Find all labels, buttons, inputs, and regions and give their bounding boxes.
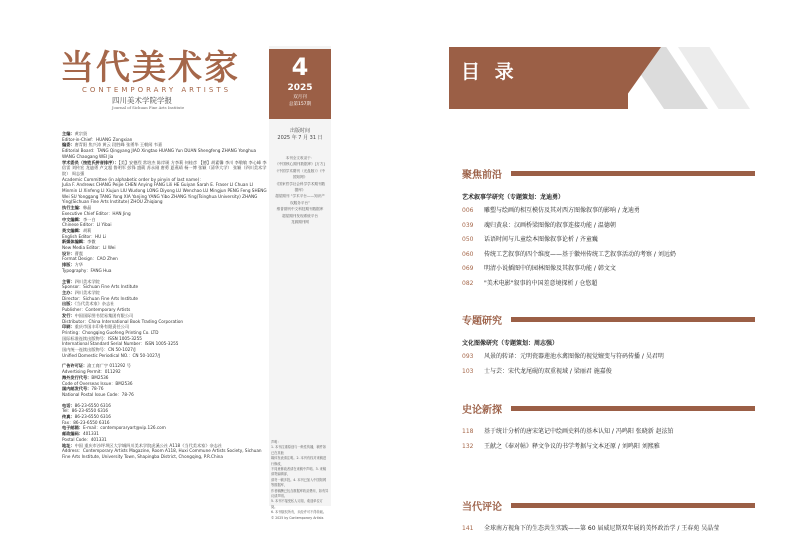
logo-subtitle-en: Journal of Sichuan Fine Arts Institute (112, 105, 185, 110)
credit-key: 广告许可证： (62, 363, 88, 369)
section-rule (511, 406, 755, 411)
credit-key: 印刷： (62, 324, 75, 330)
masthead (60, 50, 240, 110)
issue-total: 总第157期 (288, 102, 312, 107)
section-rule (511, 317, 755, 322)
credit-value: Address：Contemporary Artists Magazine, Room A118, Huxi Commune Artists Society, Sichuan Fine Arts Institute, University Town, Shapingba District, Chongqing, P.R.China (62, 448, 262, 459)
notice-line: 不同意修改者请在来稿中声明。3. 来稿请寄编辑部， (271, 467, 327, 477)
toc-article-title: 基于统计分析的唐宋笔记中绘画史料的基本认知 / 冯鸣阳 张晓新 赵泫铂 (484, 428, 674, 435)
issue-number: 4 (291, 53, 309, 81)
toc-page-number: 069 (462, 265, 474, 272)
toc-title: 目 录 (461, 61, 518, 83)
indexing-line: 《中国核心期刊数据库》[万方] (275, 162, 325, 167)
credit-value: 四川美术学院 (74, 278, 100, 284)
toc-entry[interactable] (462, 264, 762, 273)
credit-value: Academic Committee (in alphabetic order by pinyin of last name)： (62, 176, 204, 182)
credit-value: 国际标准连续出版物号：ISSN 1005-3255 (62, 335, 142, 341)
toc-entry[interactable] (462, 367, 762, 376)
publication-date-label: 出版时间 (289, 128, 310, 134)
credit-key: 新媒体编辑： (62, 239, 88, 245)
notice-line: 媒体发表请注明。2. 本刊有权对来稿进行修改， (271, 456, 327, 466)
credit-value: Editor-in-Chief：HUANG Zongxian (62, 136, 133, 142)
credit-value: 曹震 (74, 250, 83, 256)
credit-key: 编委： (62, 142, 75, 148)
credit-key: 出版： (62, 301, 75, 307)
credit-key: 电子邮箱： (62, 425, 83, 431)
credit-line (62, 160, 267, 177)
credit-key: 执行主编： (62, 205, 83, 211)
toc-page-number: 082 (462, 279, 474, 287)
toc-article-title: 士与芸：宋代龙尾砚的双重视域 / 梁丽君 施嘉俊 (484, 367, 612, 375)
credit-key: 排版： (62, 262, 75, 268)
toc-banner (449, 47, 628, 109)
credit-value: 【美】安德烈 常培杰 陈岸瑛 方李莉 何桂彦 【德】胡素馨 李川 李敬敏 李心峰 李倍雷 刘传宏 龙迪勇 卢文超 鲁明军 彭锋 盛葳 苏永刚 唐勇 夏燕靖 杨一博 张颖（清华大学） 张颖（四川美术学院） 周志强 (62, 159, 267, 176)
indexing-line: 超星期刊 “学术平台——知识产权服务平台” (275, 194, 325, 205)
credit-key: 传真： (62, 414, 75, 420)
credit-value: 401331 (82, 431, 99, 437)
toc-entry[interactable] (462, 250, 762, 259)
toc-entry[interactable] (462, 442, 762, 451)
toc-article-title: 风景的转译：元明瓷器莲池水禽图像的视觉嬗变与符码传播 / 吴君明 (484, 353, 664, 360)
credit-value: Publisher：Contemporary Artists (62, 307, 131, 313)
toc-entry[interactable] (462, 235, 762, 244)
credit-value: BM2536 (91, 374, 109, 380)
credit-value: 韩晶 (82, 205, 92, 211)
credit-value: Format Design：CAO Zhen (62, 256, 118, 262)
logo-subtitle-cn: 四川美术学院学报 (112, 96, 172, 105)
toc-entry[interactable] (462, 206, 762, 215)
credit-value: 李微 (87, 239, 96, 245)
toc-page-number: 132 (462, 442, 474, 450)
notice-line: 6. 本刊版权所有，未经许可不得转载。 (271, 510, 327, 515)
credit-value: Typography：FANG Hua (62, 267, 112, 273)
credit-key: 主编： (62, 131, 75, 136)
credit-value: 唐青阳 焦兴涛 黄云 段胜峰 张勇华 王朝闻 韦嘉 (74, 142, 163, 148)
masthead-credits (62, 131, 267, 460)
credit-line (62, 182, 267, 205)
toc-article-title: 传统工艺叙事的四个维度——基于徽州传统工艺叙事活动的考察 / 刘远奶 (484, 250, 676, 258)
credit-value: Code of Overseas Issue：BM2536 (62, 380, 133, 386)
credit-value: English Editor：HU Li (62, 233, 107, 239)
credit-value: Chinese Editor：LI Yibai (62, 222, 112, 228)
credit-value: Sponsor：Sichuan Fine Arts Institute (62, 284, 139, 290)
credit-value: Fax：86-23-6550 6316 (62, 419, 110, 425)
toc-entry[interactable] (462, 427, 762, 436)
toc-page-number: 103 (462, 367, 474, 375)
credit-value: 中国国际图书贸易集团有限公司 (74, 312, 134, 318)
toc-page-number: 093 (462, 353, 474, 360)
logo-title-en: CONTEMPORARY ARTISTS (82, 86, 232, 94)
section-rule (511, 171, 755, 176)
section-heading: 专题研究 (462, 316, 502, 327)
indexing-line: 本刊全文收录于： (285, 156, 315, 160)
section-heading: 史论新探 (462, 405, 502, 416)
notice-line: 1. 本刊注重原创与一般性传播，稿件如已在其他 (271, 445, 327, 455)
credit-value: 四川美术学院 (74, 289, 100, 295)
credit-key: 海外发行代号： (62, 374, 92, 380)
credit-value: Editorial Board：TANG Qingyang JIAO Xingtao HUANG Yun DUAN Shengfeng ZHANG Yonghua WANG Chaogang WEI Jia (62, 148, 257, 159)
credit-key: 邮政编码： (62, 431, 83, 437)
credit-value: National Postal Issue Code：78-76 (62, 391, 134, 397)
credit-key: 国内邮发代号： (62, 386, 92, 392)
toc-entry[interactable] (462, 279, 762, 288)
credit-value: 《当代美术家》杂志社 (74, 301, 115, 307)
issue-box (269, 49, 331, 119)
notice-line: 作者稿酬已包含数据库收录费用，如有异议请声明。 (271, 488, 329, 499)
credit-value: 李一白 (82, 216, 96, 222)
section-heading: 聚焦前沿 (462, 170, 502, 181)
credit-key: 发行： (62, 312, 75, 318)
credit-key: 中文编辑： (62, 216, 83, 222)
credit-value: Executive Chief Editor：HAN Jing (62, 210, 131, 216)
toc-article-title: 王献之《奉对帖》释文争议的书学考据与文本还原 / 刘鸣阳 刘熙雅 (484, 442, 660, 450)
toc-entry[interactable] (462, 352, 762, 361)
credit-value: E-mail：contemporaryart@vip.126.com (82, 425, 166, 431)
credit-value: 方华 (74, 262, 83, 268)
credit-value: 86-23-6550 6316 (74, 414, 111, 420)
toc-page-number: 118 (462, 428, 474, 435)
credit-value: 86-23-6550 6316 (74, 402, 111, 408)
credit-value: 重庆市国丰印务有限责任公司 (74, 324, 130, 330)
subsection-heading: 艺术叙事学研究（专题策划：龙迪勇） (462, 194, 565, 201)
credit-value: International Standard Serial Number：ISSN 1005-3255 (62, 341, 179, 347)
credit-key: 主办： (62, 289, 75, 295)
credit-value: 胡莉 (82, 227, 92, 233)
credit-value: 78-76 (91, 386, 104, 392)
toc-article-title: 魂归黄泉：汉画桥梁图像的叙事连接功能 / 温德朝 (484, 221, 616, 229)
logo-title-cn: 当代美术家 (60, 48, 240, 88)
section-heading: 当代评论 (462, 502, 502, 513)
credit-value: Advertising Permit：011292 (62, 369, 121, 375)
credit-key: 设计： (62, 250, 75, 256)
indexing-line: 龙源期刊网 (291, 220, 309, 225)
toc-article-title: "美术电影"叙事的中国差意境探析 / 仓悠超 (484, 279, 598, 287)
notice-line: 请勿一稿多投。4. 本刊已加入中国知网等数据库， (271, 477, 327, 488)
subsection-heading: 文化图像研究（专题策划：周志强） (462, 340, 559, 347)
section-rule (511, 503, 755, 508)
credit-key: 学术委员（按姓氏拼音排序）： (62, 159, 119, 165)
credit-value: 中国 重庆市沙坪坝区大学城四川美术学院虎溪公社 A118《当代美术家》杂志社 (74, 442, 223, 448)
credit-line (62, 448, 267, 459)
notice-line: 声明： (271, 440, 281, 444)
credit-value: Postal Code：401331 (62, 436, 107, 442)
toc-entry[interactable] (462, 221, 762, 230)
copyright-notice (271, 440, 329, 521)
credit-key: 地址： (62, 442, 75, 448)
credit-key: 电话： (62, 402, 75, 408)
indexing-line: 《中国学术期刊（光盘版）》《中国知网》 (274, 168, 326, 180)
toc-article-title: 全球南方视角下的生态共生实践——第 60 届威尼斯双年展的美怀政治学 / 王春苑 吴晶莹 (484, 525, 720, 532)
toc-entry[interactable] (462, 524, 762, 533)
credit-key: 主管： (62, 278, 75, 284)
indexing-line: 维普期刊中文科技期刊数据库 (276, 207, 324, 212)
indexing-line: 《国家哲学社会科学学术期刊数据库》 (274, 181, 326, 193)
credit-value: Distributor：China International Book Trading Corporation (62, 318, 184, 324)
indexing-line: 超星期刊发现系统平台 (282, 213, 318, 218)
toc-page-number: 039 (462, 221, 474, 229)
credit-key: 英文编辑： (62, 227, 83, 233)
issue-year: 2025 (287, 83, 313, 93)
credit-value: Printing：Chongqing Guofeng Printing Co. LTD (62, 329, 159, 335)
credit-value: Unified Domestic Periodical NO.：CN 50-1027/J (62, 352, 161, 358)
toc-page-number: 006 (462, 207, 474, 214)
notice-line: 5. 本刊不接受私人订阅，欢迎单位订阅。 (271, 499, 323, 509)
toc-article-title: 话语时间与儿童绘本图像叙事论析 / 齐童巍 (484, 236, 598, 243)
credit-value: 国内统一连续出版物号：CN 50-1027/J (62, 347, 136, 353)
credit-value: New Media Editor：LI Wei (62, 245, 116, 251)
credit-value: Director：Sichuan Fine Arts Institute (62, 295, 138, 301)
toc-page-number: 050 (462, 236, 474, 243)
credit-value: Tel：86-23-6550 6316 (62, 408, 109, 414)
notice-line: © 2025 by Contemporary Artists (271, 515, 324, 520)
toc-article-title: 明清小说插图中的园林图像及其叙事功能 / 韩文文 (484, 265, 616, 272)
credit-value: Julia F. Andrews CHANG Peijie CHEN Anying FANG Lili HE Guiyan Sarah E. Fraser LI Chuan LI Minmin LI Xinfeng LI Xiujun LIU Wudong LONG Diyong LU Wenchao LU Mingjun PENG Feng SHENG Wei SU Yonggang TANG Yong XIA Yanjing YANG Yibo ZHANG Ying(Tsinghua University) ZHANG Ying(Sichuan Fine Arts Institute) ZHOU Zhiqiang (62, 182, 267, 205)
toc-article-title: 雕塑与绘画的相互模仿及其对西方图像叙事的影响 / 龙迪勇 (484, 207, 640, 214)
credit-value: 黄宗贤 (74, 131, 88, 136)
issue-frequency: 双月刊 (293, 95, 307, 100)
publication-date: 2025 年 7 月 31 日 (277, 135, 323, 141)
toc-page-number: 141 (462, 525, 474, 532)
credit-line (62, 148, 267, 159)
credit-value: 渝工商广字 011292 号 (87, 363, 131, 369)
toc-page-number: 060 (462, 250, 474, 258)
indexing-list (274, 155, 326, 225)
